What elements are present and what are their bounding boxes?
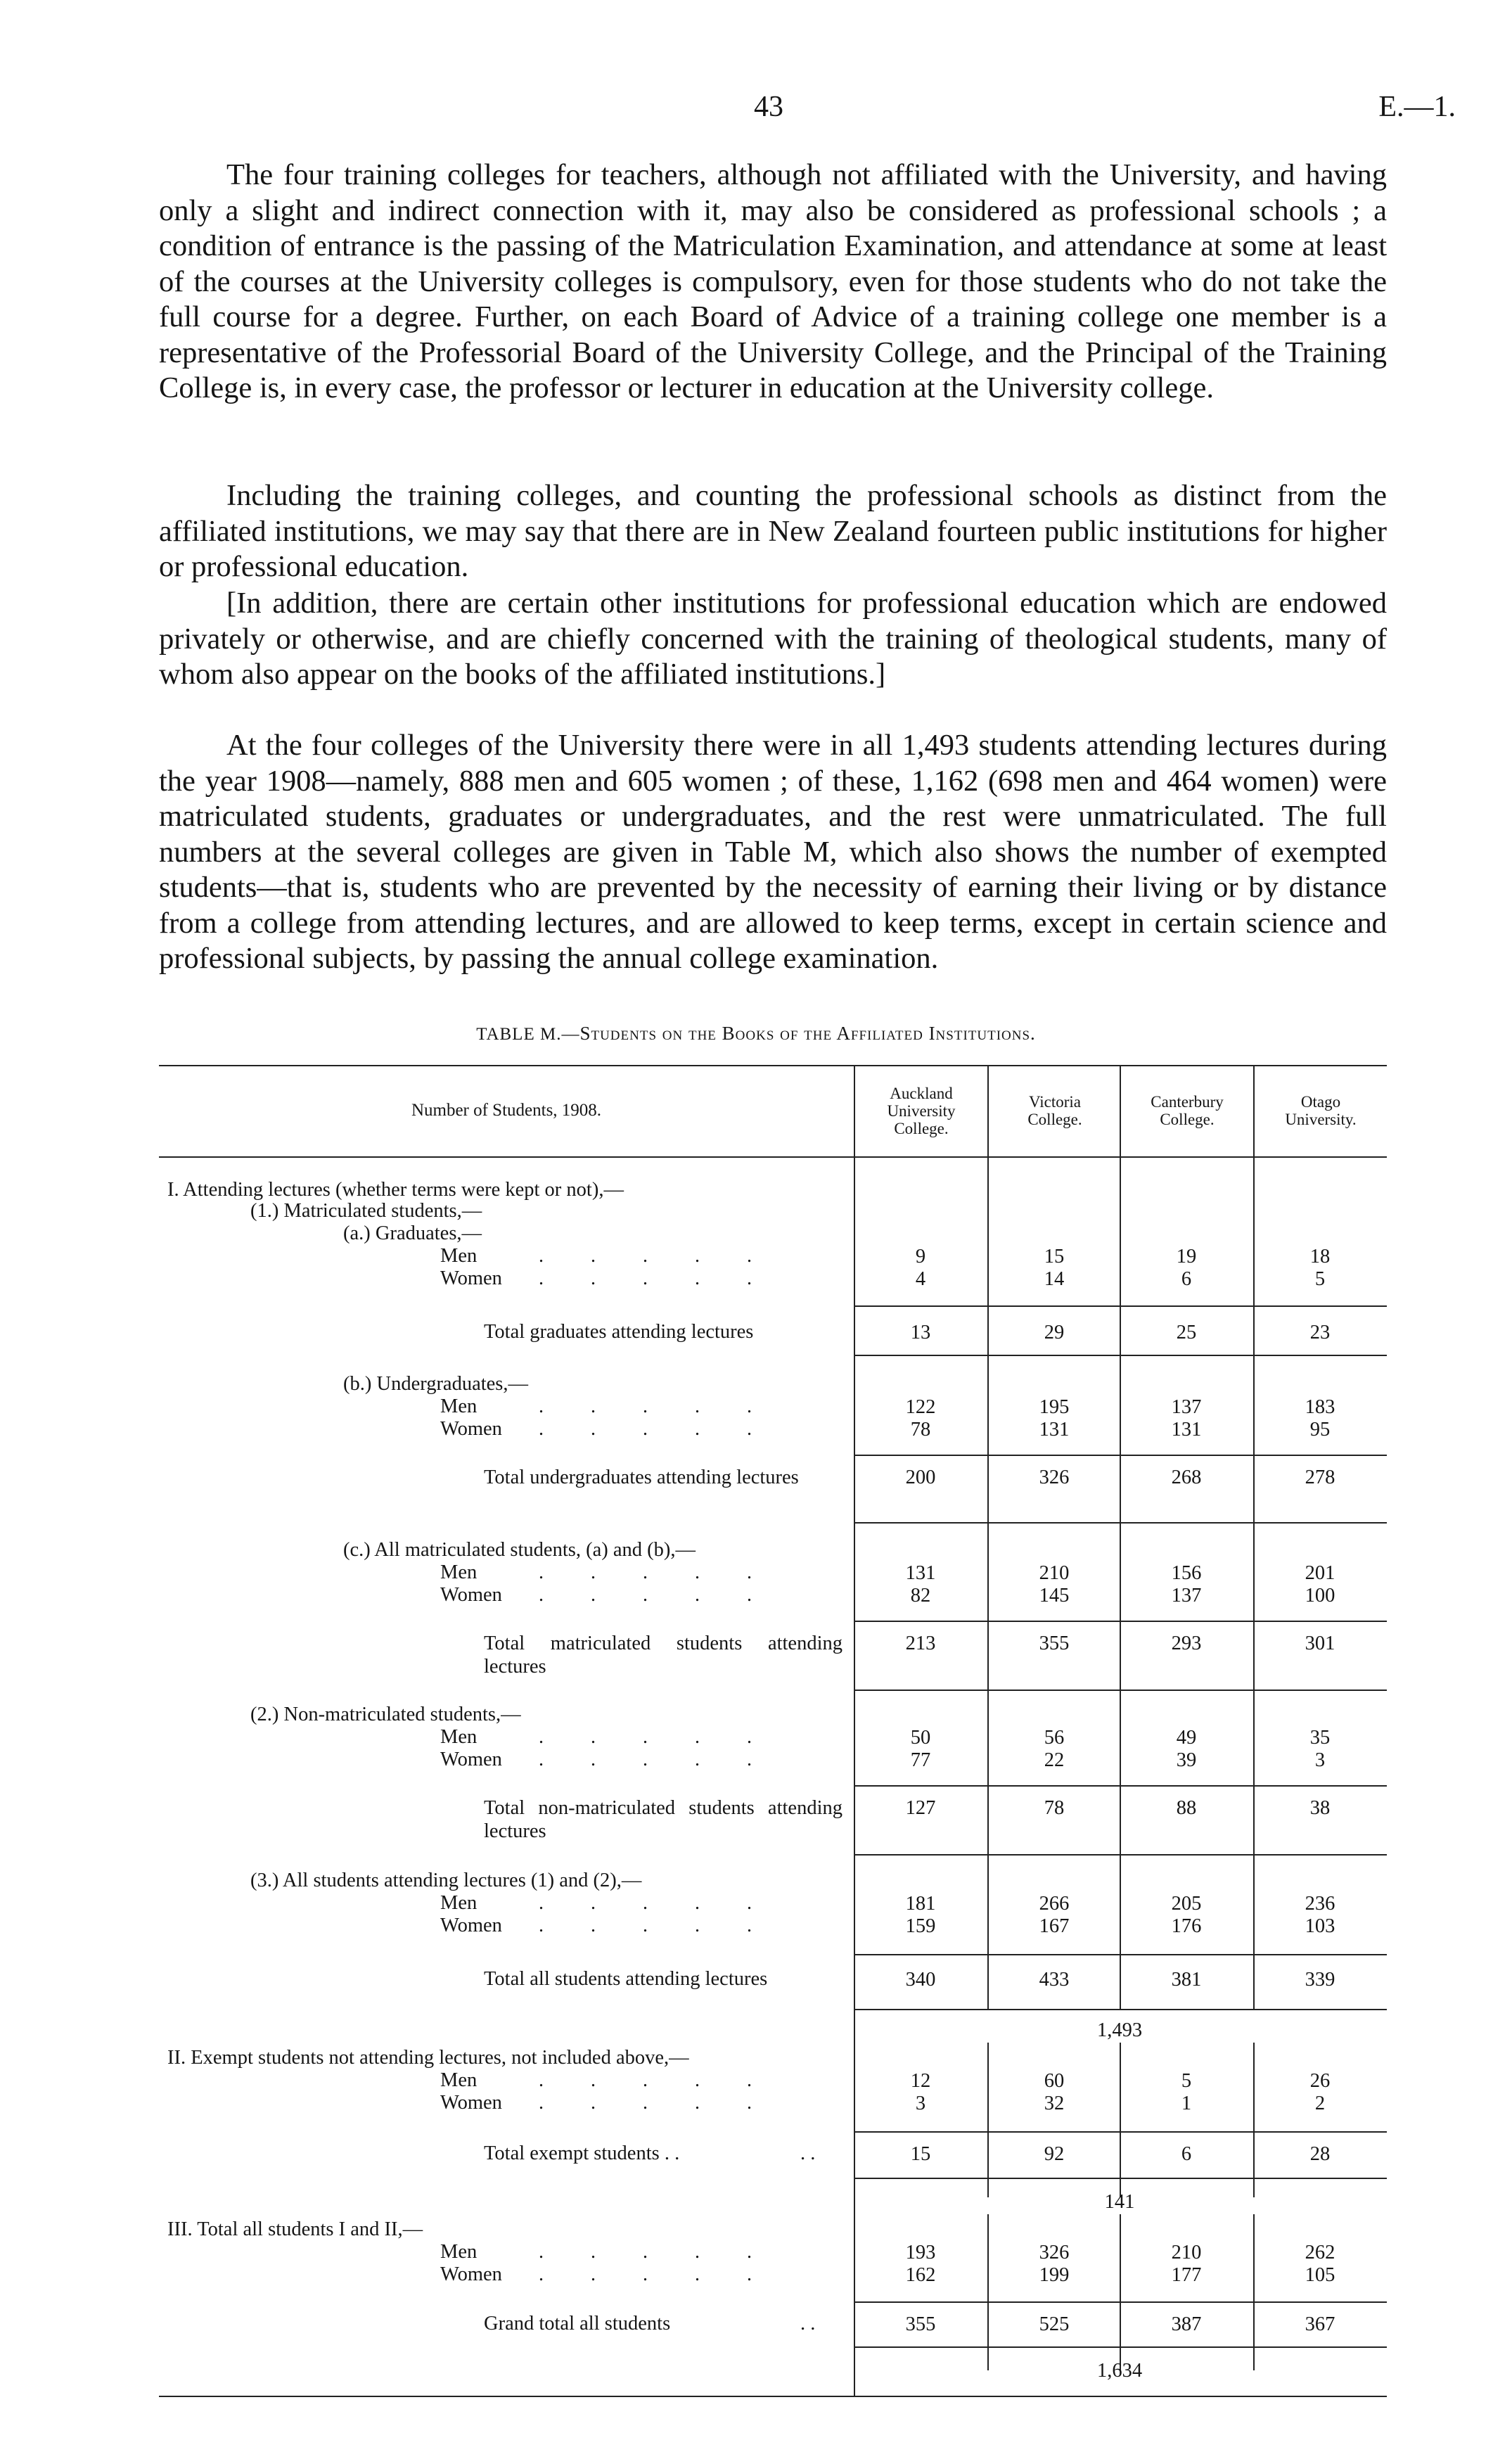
label-section-3: III. Total all students I and II,—: [167, 2218, 423, 2240]
paragraph-1: The four training colleges for teachers, although not affiliated with the University, and having only a slight and indirect connection with it, may also be considered as professional schools ; a condition of entrance is the passing of the Matriculation Examination, and attendance at some at least of the courses at the University colleges is compulsory, even for those students who do not take the full course for a degree. Further, on each Board of Advice of a training college one member is a representative of the Professorial Board of the University College, and the Principal of the Training College is, in every case, the professor or lecturer in education at the University college.: [159, 158, 1387, 404]
table-cell-under-women-col1: 78: [910, 1419, 931, 1441]
label-men: Men: [440, 2241, 478, 2263]
label-women: Women: [440, 1915, 502, 1936]
table-cell-nonmatric-men-col2: 56: [1044, 1727, 1065, 1749]
header-victoria: Victoria College.: [1027, 1093, 1082, 1128]
leader-dots: . . . . .: [539, 2263, 773, 2285]
table-cell-grad-men-col3: 19: [1176, 1246, 1197, 1267]
label-total-exempt: Total exempt students . .: [484, 2142, 680, 2164]
table-cell-matric-men-col1: 131: [905, 1562, 936, 1584]
paragraph-4: At the four colleges of the University there were in all 1,493 students attending lectures during the year 1908—namely, 888 men and 605 women ; of these, 1,162 (698 men and 464 women) were matriculated students, graduates or undergraduates, and the rest were unmatriculated. The full numbers at the several colleges are given in Table M, which also shows the number of exempted students—that is, students who are prevented by the necessity of earning their living or by distance from a college from attending lectures, and are allowed to keep terms, except in certain science and professional subjects, by passing the annual college examination.: [159, 729, 1387, 975]
table-title-text: Students on the Books of the Affiliated Institutions.: [579, 1023, 1036, 1044]
table-cell-grad-women-col4: 5: [1314, 1268, 1326, 1290]
col-rule-1c: [854, 2134, 855, 2397]
table-cell-exempt-women-col4: 2: [1314, 2093, 1326, 2114]
leader-dots: . . . . .: [539, 2092, 773, 2114]
table-cell-grand-women-col2: 199: [1039, 2264, 1070, 2286]
label-total-undergraduates: Total undergraduates attending lectures: [484, 1467, 799, 1488]
paragraph-2: Including the training colleges, and counting the professional schools as distinct from the affiliated institutions, we may say that there are in New Zealand fourteen public institutions for higher or professional education.: [159, 479, 1387, 583]
table-cell-grad-men-col4: 18: [1309, 1246, 1331, 1267]
row-rule: [854, 2009, 1387, 2010]
combined-exempt: 141: [1104, 2191, 1135, 2213]
table-cell-exempt-men-col3: 5: [1181, 2070, 1192, 2092]
label-women: Women: [440, 2092, 502, 2114]
table-cell-all-total-col2: 433: [1039, 1969, 1070, 1991]
row-rule: [854, 2178, 1387, 2179]
table-cell-grand-men-col2: 326: [1039, 2242, 1070, 2263]
row-rule: [854, 1455, 1387, 1456]
table-cell-matric-men-col3: 156: [1171, 1562, 1202, 1584]
label-women: Women: [440, 2263, 502, 2285]
table-cell-under-men-col4: 183: [1305, 1396, 1335, 1418]
table-cell-exempt-total-col1: 15: [910, 2143, 931, 2165]
label-women: Women: [440, 1267, 502, 1289]
table-cell-matric-total-col2: 355: [1039, 1633, 1070, 1654]
row-rule: [854, 2346, 1387, 2348]
table-cell-nonmatric-men-col4: 35: [1309, 1727, 1331, 1749]
table-cell-nonmatric-total-col4: 38: [1309, 1797, 1331, 1819]
table-cell-nonmatric-total-col1: 127: [905, 1797, 936, 1819]
table-cell-exempt-total-col3: 6: [1181, 2143, 1192, 2165]
table-cell-all-men-col4: 236: [1305, 1893, 1335, 1915]
label-graduates: (a.) Graduates,—: [343, 1222, 482, 1244]
label-grand-total: Grand total all students: [484, 2313, 671, 2335]
col-rule-3: [1120, 1065, 1121, 2009]
table-header-rule: [159, 1156, 1387, 1158]
table-cell-matric-total-col3: 293: [1171, 1633, 1202, 1654]
table-cell-grand-total-col3: 387: [1171, 2313, 1202, 2335]
row-rule: [854, 2301, 1387, 2303]
table-title: [0, 1023, 1512, 1045]
leader-dots: . . . . .: [539, 1892, 773, 1914]
table-cell-exempt-total-col4: 28: [1309, 2143, 1331, 2165]
table-cell-under-total-col3: 268: [1171, 1467, 1202, 1488]
table-cell-exempt-men-col2: 60: [1044, 2070, 1065, 2092]
leader-dots: . . . . .: [539, 1915, 773, 1936]
row-rule: [854, 1522, 1387, 1524]
label-all-attending: (3.) All students attending lectures (1) and (2),—: [250, 1870, 642, 1891]
table-cell-exempt-total-col2: 92: [1044, 2143, 1065, 2165]
table-cell-matric-men-col4: 201: [1305, 1562, 1335, 1584]
table-cell-exempt-women-col3: 1: [1181, 2093, 1192, 2114]
table-cell-grand-total-col2: 525: [1039, 2313, 1070, 2335]
label-men: Men: [440, 1245, 478, 1267]
table-cell-under-total-col2: 326: [1039, 1467, 1070, 1488]
table-cell-all-women-col4: 103: [1305, 1915, 1335, 1937]
label-men: Men: [440, 2069, 478, 2091]
table-cell-all-women-col2: 167: [1039, 1915, 1070, 1937]
leader-dots: . . . . .: [539, 1726, 773, 1748]
row-rule: [854, 1854, 1387, 1856]
col-rule-3b: [1120, 2043, 1121, 2197]
label-women: Women: [440, 1749, 502, 1770]
page-reference: E.—1.: [1378, 91, 1456, 123]
combined-grand: 1,634: [1096, 2360, 1143, 2382]
leader-dots: . . . . .: [539, 2241, 773, 2263]
table-cell-grand-men-col3: 210: [1171, 2242, 1202, 2263]
leader-dots: . . . . .: [539, 1245, 773, 1267]
table-cell-under-women-col2: 131: [1039, 1419, 1070, 1441]
label-women: Women: [440, 1418, 502, 1440]
table-cell-exempt-men-col1: 12: [910, 2070, 931, 2092]
row-rule: [854, 2131, 1387, 2133]
table-title-prefix: TABLE M.—: [476, 1025, 580, 1044]
page-number: 43: [754, 91, 783, 123]
table-cell-all-total-col3: 381: [1171, 1969, 1202, 1991]
table-cell-under-total-col4: 278: [1305, 1467, 1335, 1488]
table-cell-nonmatric-total-col2: 78: [1044, 1797, 1065, 1819]
label-section-2: II. Exempt students not attending lectures, not included above,—: [167, 2047, 689, 2069]
table-cell-exempt-women-col2: 32: [1044, 2093, 1065, 2114]
table-cell-nonmatric-men-col3: 49: [1176, 1727, 1197, 1749]
col-rule-2b: [987, 2043, 989, 2197]
table-cell-exempt-women-col1: 3: [915, 2093, 926, 2114]
table-cell-matric-women-col2: 145: [1039, 1585, 1070, 1607]
table-cell-matric-men-col2: 210: [1039, 1562, 1070, 1584]
table-cell-grad-women-col1: 4: [915, 1268, 926, 1290]
table-cell-exempt-men-col4: 26: [1309, 2070, 1331, 2092]
table-cell-matric-women-col4: 100: [1305, 1585, 1335, 1607]
label-men: Men: [440, 1395, 478, 1417]
col-rule-4b: [1253, 2043, 1255, 2197]
table-cell-nonmatric-men-col1: 50: [910, 1727, 931, 1749]
table-cell-grad-total-col2: 29: [1044, 1322, 1065, 1343]
table-cell-nonmatric-women-col4: 3: [1314, 1749, 1326, 1771]
table-cell-all-total-col4: 339: [1305, 1969, 1335, 1991]
col-rule-1: [854, 1065, 855, 2134]
table-cell-all-women-col3: 176: [1171, 1915, 1202, 1937]
label-men: Men: [440, 1726, 478, 1748]
table-cell-nonmatric-women-col3: 39: [1176, 1749, 1197, 1771]
table-cell-all-women-col1: 159: [905, 1915, 936, 1937]
table-cell-matric-total-col1: 213: [905, 1633, 936, 1654]
header-canterbury: Canterbury College.: [1151, 1093, 1224, 1128]
row-rule: [854, 1690, 1387, 1691]
table-cell-all-men-col3: 205: [1171, 1893, 1202, 1915]
table-cell-grand-women-col4: 105: [1305, 2264, 1335, 2286]
table-cell-grad-women-col2: 14: [1044, 1268, 1065, 1290]
label-all-matriculated: (c.) All matriculated students, (a) and (b),—: [343, 1539, 696, 1561]
label-undergraduates: (b.) Undergraduates,—: [343, 1373, 529, 1395]
table-cell-grad-men-col2: 15: [1044, 1246, 1065, 1267]
row-rule: [854, 1305, 1387, 1307]
table-cell-all-total-col1: 340: [905, 1969, 936, 1991]
table-cell-matric-women-col3: 137: [1171, 1585, 1202, 1607]
table-cell-nonmatric-women-col2: 22: [1044, 1749, 1065, 1771]
leader-dots: . . . . .: [539, 1395, 773, 1417]
label-matriculated: (1.) Matriculated students,—: [250, 1200, 482, 1222]
leader-dots: . . . . .: [539, 1267, 773, 1289]
table-cell-all-men-col1: 181: [905, 1893, 936, 1915]
table-cell-grand-total-col4: 367: [1305, 2313, 1335, 2335]
table-cell-under-men-col3: 137: [1171, 1396, 1202, 1418]
header-auckland: Auckland University College.: [887, 1085, 956, 1137]
table-cell-grad-total-col3: 25: [1176, 1322, 1197, 1343]
header-otago: Otago University.: [1285, 1093, 1357, 1128]
table-cell-under-total-col1: 200: [905, 1467, 936, 1488]
label-women: Women: [440, 1584, 502, 1606]
col-rule-4: [1253, 1065, 1255, 2009]
leader-dots: . . . . .: [539, 2069, 773, 2091]
table-cell-grad-women-col3: 6: [1181, 1268, 1192, 1290]
row-rule: [854, 1785, 1387, 1787]
row-rule: [854, 1355, 1387, 1356]
table-cell-all-men-col2: 266: [1039, 1893, 1070, 1915]
leader-dots-short: . .: [800, 2313, 816, 2335]
header-label: Number of Students, 1908.: [411, 1101, 602, 1120]
table-cell-grad-men-col1: 9: [915, 1246, 926, 1267]
table-cell-nonmatric-total-col3: 88: [1176, 1797, 1197, 1819]
table-cell-under-men-col2: 195: [1039, 1396, 1070, 1418]
table-cell-nonmatric-women-col1: 77: [910, 1749, 931, 1771]
row-rule: [854, 1954, 1387, 1955]
table-cell-grad-total-col4: 23: [1309, 1322, 1331, 1343]
table-cell-grand-total-col1: 355: [905, 2313, 936, 2335]
paragraph-3: [In addition, there are certain other institutions for professional education which are endowed privately or otherwise, and are chiefly concerned with the training of theological students, many of whom also appear on the books of the affiliated institutions.]: [159, 587, 1387, 691]
label-total-graduates: Total graduates attending lectures: [484, 1321, 754, 1343]
label-total-non-matriculated: Total non-matriculated students attending lectures: [484, 1797, 843, 1842]
table-cell-grand-women-col1: 162: [905, 2264, 936, 2286]
row-rule: [854, 1621, 1387, 1622]
table-cell-under-men-col1: 122: [905, 1396, 936, 1418]
leader-dots: . . . . .: [539, 1584, 773, 1606]
table-cell-grand-women-col3: 177: [1171, 2264, 1202, 2286]
table-cell-grand-men-col4: 262: [1305, 2242, 1335, 2263]
label-non-matriculated: (2.) Non-matriculated students,—: [250, 1704, 521, 1725]
leader-dots: . . . . .: [539, 1418, 773, 1440]
leader-dots: . . . . .: [539, 1561, 773, 1583]
col-rule-2: [987, 1065, 989, 2009]
table-cell-matric-women-col1: 82: [910, 1585, 931, 1607]
table-bottom-rule: [159, 2396, 1387, 2397]
table-cell-under-women-col3: 131: [1171, 1419, 1202, 1441]
table-cell-under-women-col4: 95: [1309, 1419, 1331, 1441]
label-men: Men: [440, 1561, 478, 1583]
label-total-all-attending: Total all students attending lectures: [484, 1968, 768, 1990]
label-men: Men: [440, 1892, 478, 1914]
students-table: [159, 1065, 1387, 2397]
leader-dots: . . . . .: [539, 1749, 773, 1770]
combined-attending: 1,493: [1096, 2019, 1143, 2041]
table-cell-matric-total-col4: 301: [1305, 1633, 1335, 1654]
leader-dots-short: . .: [800, 2142, 816, 2164]
label-section-1: I. Attending lectures (whether terms were kept or not),—: [167, 1179, 624, 1201]
label-total-matriculated: Total matriculated students attending lectures: [484, 1633, 843, 1678]
table-cell-grad-total-col1: 13: [910, 1322, 931, 1343]
table-top-rule: [159, 1065, 1387, 1066]
table-cell-grand-men-col1: 193: [905, 2242, 936, 2263]
